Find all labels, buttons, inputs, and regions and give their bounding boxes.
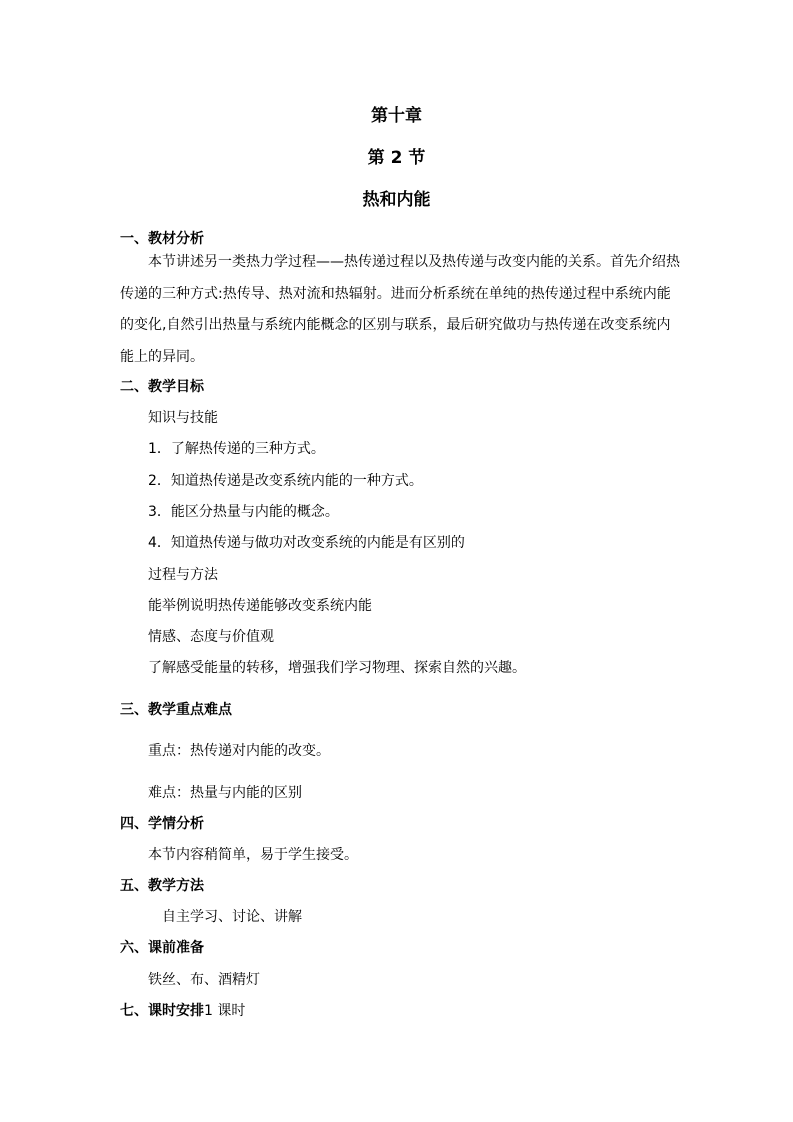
heading-key-difficult-points: 三、教学重点难点 bbox=[120, 702, 232, 718]
difficult-point-text: 难点：热量与内能的区别 bbox=[148, 785, 302, 801]
teaching-methods-text: 自主学习、讨论、讲解 bbox=[162, 909, 302, 925]
process-methods-label: 过程与方法 bbox=[148, 567, 218, 583]
student-analysis-text: 本节内容稍简单，易于学生接受。 bbox=[148, 847, 358, 863]
heading-teaching-methods: 五、教学方法 bbox=[120, 878, 204, 894]
preparation-text: 铁丝、布、酒精灯 bbox=[148, 972, 260, 988]
class-hours-text: 1 课时 bbox=[204, 1003, 246, 1019]
goal-item-1: 1．了解热传递的三种方式。 bbox=[148, 441, 325, 457]
chapter-title: 第十章 bbox=[371, 106, 422, 126]
emotion-values-label: 情感、态度与价值观 bbox=[148, 629, 274, 645]
textbook-analysis-paragraph: 本节讲述另一类热力学过程——热传递过程以及热传递与改变内能的关系。首先介绍热传递的三种方式:热传导、热对流和热辐射。进而分析系统在单纯的热传递过程中系统内能的变化,自然引出热量与系统内能概念的区别与联系，最后研究做功与热传递在改变系统内能上的异同。 bbox=[120, 254, 680, 365]
knowledge-skills-label: 知识与技能 bbox=[148, 410, 218, 426]
heading-textbook-analysis: 一、教材分析 bbox=[120, 231, 204, 247]
goal-item-2: 2．知道热传递是改变系统内能的一种方式。 bbox=[148, 473, 423, 489]
section-title: 第 2 节 bbox=[367, 148, 426, 168]
topic-title: 热和内能 bbox=[362, 190, 431, 210]
heading-student-analysis: 四、学情分析 bbox=[120, 816, 204, 832]
process-methods-text: 能举例说明热传递能够改变系统内能 bbox=[148, 598, 372, 614]
goal-item-3: 3．能区分热量与内能的概念。 bbox=[148, 504, 339, 520]
heading-preparation: 六、课前准备 bbox=[120, 940, 204, 956]
goal-item-4: 4．知道热传递与做功对改变系统的内能是有区别的 bbox=[148, 535, 465, 551]
key-point-text: 重点：热传递对内能的改变。 bbox=[148, 743, 330, 759]
class-hours-line bbox=[120, 1002, 245, 1020]
heading-teaching-goals: 二、教学目标 bbox=[120, 379, 204, 395]
heading-class-hours: 七、课时安排 bbox=[120, 1003, 204, 1019]
emotion-values-text: 了解感受能量的转移，增强我们学习物理、探索自然的兴趣。 bbox=[148, 660, 526, 676]
